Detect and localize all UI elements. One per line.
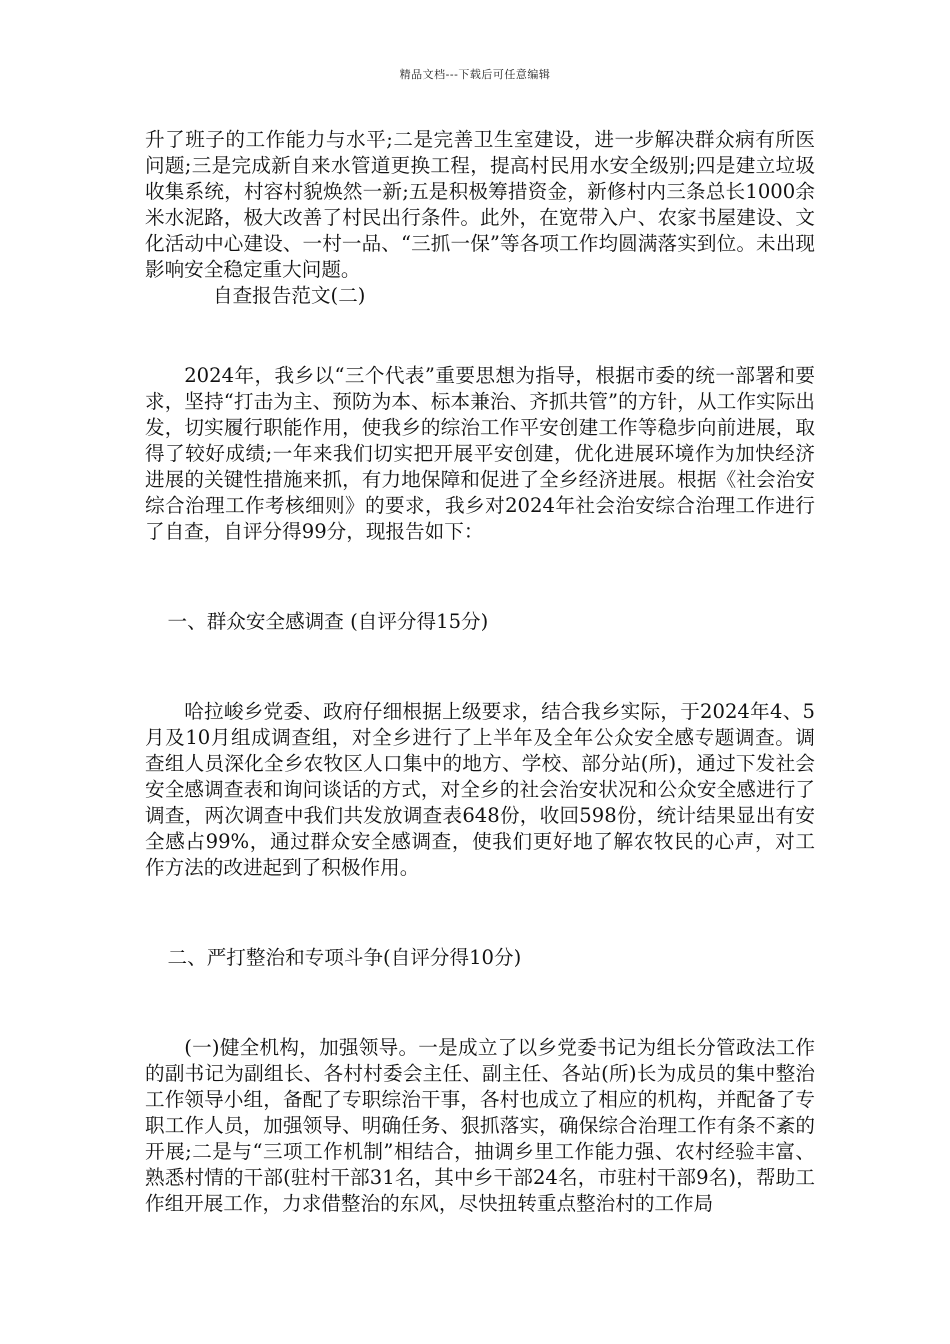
page-header: 精品文档---下载后可任意编辑 xyxy=(399,68,551,81)
spacer xyxy=(145,309,815,363)
document-subtitle: 自查报告范文(二) xyxy=(213,284,366,307)
spacer xyxy=(145,971,815,1035)
spacer xyxy=(145,635,815,699)
section-heading-1: 一、群众安全感调查 (自评分得15分) xyxy=(167,610,489,633)
section-1-paragraph: 哈拉峻乡党委、政府仔细根据上级要求，结合我乡实际，于2024年4、5月及10月组成调查组，对全乡进行了上半年及全年公众安全感专题调查。调查组人员深化全乡农牧区人口集中的地方、学校、部分站(所)，通过下发社会安全感调查表和询问谈话的方式，对全乡的社会治安状况和公众安全感进行了调查，两次调查中我们共发放调查表648份，收回598份，统计结果显出有安全感占99%，通过群众安全感调查，使我们更好地了解农牧民的心声，对工作方法的改进起到了积极作用。 xyxy=(145,700,815,879)
continuation-paragraph: 升了班子的工作能力与水平;二是完善卫生室建设，进一步解决群众病有所医问题;三是完成新自来水管道更换工程，提高村民用水安全级别;四是建立垃圾收集系统，村容村貌焕然一新;五是积极筹措资金，新修村内三条总长1000余米水泥路，极大改善了村民出行条件。此外，在宽带入户、农家书屋建设、文化活动中心建设、一村一品、“三抓一保”等各项工作均圆满落实到位。未出现影响安全稳定重大问题。 xyxy=(145,128,815,281)
section-heading-2: 二、严打整治和专项斗争(自评分得10分) xyxy=(167,946,522,969)
intro-paragraph: 2024年，我乡以“三个代表”重要思想为指导，根据市委的统一部署和要求，坚持“打击为主、预防为本、标本兼治、齐抓共管”的方针，从工作实际出发，切实履行职能作用，使我乡的综治工作平安创建工作等稳步向前进展，取得了较好成绩;一年来我们切实把开展平安创建，优化进展环境作为加快经济进展的关键性措施来抓，有力地保障和促进了全乡经济进展。根据《社会治安综合治理工作考核细则》的要求，我乡对2024年社会治安综合治理工作进行了自查，自评分得99分，现报告如下： xyxy=(145,364,815,543)
section-2-paragraph: (一)健全机构，加强领导。一是成立了以乡党委书记为组长分管政法工作的副书记为副组长、各村村委会主任、副主任、各站(所)长为成员的集中整治工作领导小组，备配了专职综治干事，各村也成立了相应的机构，并配备了专职工作人员，加强领导、明确任务、狠抓落实，确保综合治理工作有条不紊的开展;二是与“三项工作机制”相结合，抽调乡里工作能力强、农村经验丰富、熟悉村情的干部(驻村干部31名，其中乡干部24名，市驻村干部9名)，帮助工作组开展工作，力求借整治的东风，尽快扭转重点整治村的工作局 xyxy=(145,1036,815,1215)
spacer xyxy=(145,545,815,609)
document-body xyxy=(145,127,815,1217)
spacer xyxy=(145,881,815,945)
